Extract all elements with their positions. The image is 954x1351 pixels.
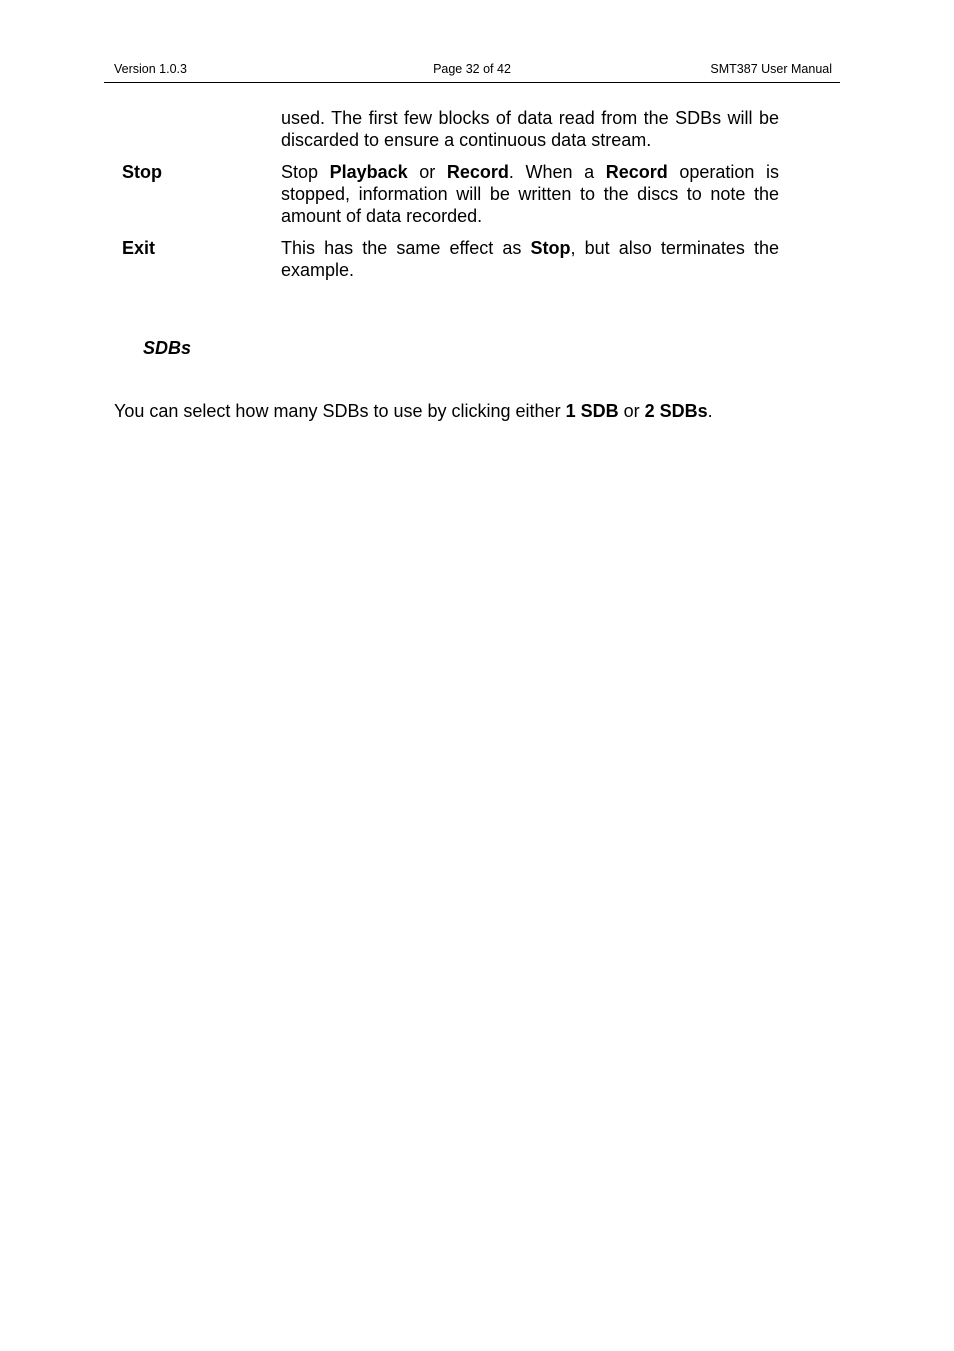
sdbs-option-1: 1 SDB <box>565 401 619 421</box>
stop-description <box>281 161 779 227</box>
stop-desc-playback: Playback <box>329 162 408 182</box>
stop-desc-text: . When a <box>508 162 606 182</box>
exit-term: Exit <box>122 238 156 258</box>
sdbs-text: You can select how many SDBs to use by clicking either <box>114 401 566 421</box>
page-header <box>104 62 840 83</box>
sdbs-text: . <box>707 401 713 421</box>
stop-desc-record: Record <box>446 162 509 182</box>
stop-desc-text: Stop <box>281 162 330 182</box>
exit-desc-text: , but also terminates the example. <box>281 238 779 280</box>
sdbs-text: or <box>618 401 645 421</box>
section-heading-sdbs: SDBs <box>143 338 192 358</box>
header-version: Version 1.0.3 <box>114 62 187 76</box>
exit-desc-text: This has the same effect as <box>281 238 531 258</box>
exit-description <box>281 237 779 281</box>
exit-desc-stop: Stop <box>530 238 571 258</box>
stop-desc-record: Record <box>605 162 668 182</box>
continuation-description: used. The first few blocks of data read from the SDBs will be discarded to ensure a continuous data stream. <box>281 108 779 150</box>
sdbs-option-2: 2 SDBs <box>644 401 708 421</box>
stop-desc-text: operation is stopped, information will be written to the discs to note the amount of data recorded. <box>281 162 779 226</box>
stop-desc-text: or <box>407 162 447 182</box>
header-manual-title: SMT387 User Manual <box>710 62 832 76</box>
stop-term: Stop <box>122 162 162 182</box>
header-page-number: Page 32 of 42 <box>433 62 511 76</box>
sdbs-paragraph <box>114 400 834 422</box>
